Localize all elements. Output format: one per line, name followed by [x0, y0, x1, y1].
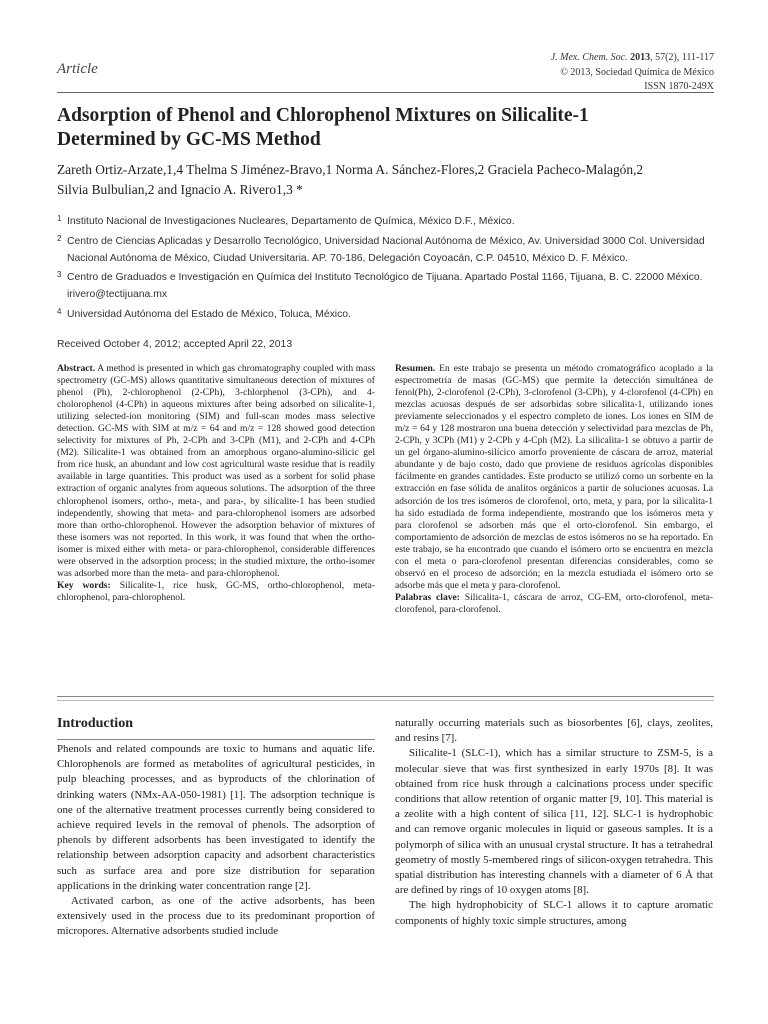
journal-year: 2013: [630, 52, 651, 63]
journal-name: J. Mex. Chem. Soc.: [550, 52, 628, 63]
affiliation-number: 4: [57, 306, 62, 316]
journal-citation-line: [551, 51, 714, 66]
body-paragraph: The high hydrophobicity of SLC-1 allows it to capture aromatic components of highly toxic simple structures, among: [395, 899, 713, 927]
abstract-spanish: [395, 363, 713, 616]
journal-copyright: © 2013, Sociedad Química de México: [560, 66, 714, 78]
resumen-label: Resumen.: [395, 363, 436, 374]
affiliation-list: [57, 214, 717, 327]
received-dates: Received October 4, 2012; accepted April 22, 2013: [57, 339, 293, 350]
title-line-1: Adsorption of Phenol and Chlorophenol Mixtures on Silicalite-1: [57, 105, 589, 126]
abstract-text: A method is presented in which gas chromatography coupled with mass spectrometry (GC-MS) allows quantitative simultaneous detection of mixtures of phenol (Ph), 2-chlorophenol (2-CPh), 3-chlorphenol (3-CPh), and 4-cholorophenol (4-CPh) in aqueous mixtures after being adsorbed on silicalite-1, utilizing selected-ion monitoring (SIM) and full-scan modes mass selective detection. GC-MS with SIM at m/z = 64 and m/z = 128 showed good detection selectivity for mixtures of Ph, 2-CPh and 3-CPh (M1), and 2-CPh and 4-CPh (M2). Silicalite-1 was obtained from an amorphous organo-alumino-silicic gel from rice husk, an abundant and low cost agricultural waste residue that is readily available in large quantities. This product was used as a sorbent for solid phase extraction of organic analytes from aqueous solutions. The adsorption of the three chlorophenol isomers, ortho-, meta-, and para-, by silicalite-1 has been studied independently, showing that meta- and para-chlorophenol isomers are adsorbed more than ortho-chlorophenol. However the adsorption behavior of mixtures of these isomers was not reported. In this work, it was found that when the ortho-isomer is mixed either with meta- or para-chlorophenol, considerable differences were observed in the adsorption process; in the studied mixture, the ortho-isomer was adsorbed more than the meta- and para-chlorophenol.: [57, 363, 375, 579]
header-divider: [57, 92, 714, 93]
journal-issn: ISSN 1870-249X: [644, 81, 714, 92]
affiliation-item: [57, 307, 717, 324]
palabras-clave-paragraph: [395, 592, 713, 616]
section-heading-introduction: Introduction: [57, 716, 133, 731]
body-paragraph: Activated carbon, as one of the active adsorbents, has been extensively used in the process due to its predominant proportion of micropores. Alternative adsorbents studied include: [57, 895, 375, 938]
authors-line-2: Silvia Bulbulian,2 and Ignacio A. Rivero1,3 *: [57, 182, 303, 197]
resumen-text: En este trabajo se presenta un método cromatográfico acoplado a la espectrometría de masas (GC-MS) que permite la detección simultánea de fenol(Ph), 2-clorofenol (2-CPh), 3-clorofenol (3-CPh), y 4-clorofenol (4-CPh) en mezclas acuosas después de ser adsorbidas sobre silicalita-1, utilizando iones previamente seleccionados y el espectro completo de iones. Los iones en SIM de m/z = 64 y 128 mostraron una buena detección y selectividad para mezclas de Ph, 2-CPh, y 3CPh (M1) y 2-CPh y 4-Cph (M2). La silicalita-1 se obtuvo a partir de un gel órgano-alumino-silícico amorfo proveniente de cáscara de arroz, material abundante y de bajo costo, dado que proviene de residuos agrícolas disponibles fácilmente en grandes cantidades. Este producto se utilizó como un sorbente en la extracción en fase sólida de analitos orgánicos a partir de soluciones acuosas. La adsorción de los tres isómeros de clorofenol, orto, meta, y para, por la silicalita-1 ha sido estudiada de forma independiente, mostrando que los isómeros meta y para clorofenol se adsorben más que el orto-clorofenol. Sin embargo, el comportamiento de adsorción de mezclas de estos isómeros no se ha reportado. En este trabajo, se ha encontrado que cuando el isómero orto se encuentra en mezcla con el meta o para-clorofenol presentan diferencias considerables, como se observó en el proceso de adsorción; en la mezcla estudiada el isómero orto se adsorbe más que el meta y para-clorofenol.: [395, 363, 713, 591]
paper-title: [57, 104, 697, 151]
keywords-paragraph: [57, 580, 375, 604]
keywords-label: Key words:: [57, 579, 111, 591]
abstract-divider-thin: [57, 700, 714, 701]
body-column-right: [395, 716, 713, 929]
abstract-paragraph: [57, 363, 375, 580]
body-paragraph: Silicalite-1 (SLC-1), which has a similar structure to ZSM-5, is a molecular sieve that was first synthesized in early 1970s [8]. It was obtained from rice husk through a calcinations process under specific conditions that allow retention of organic matter [9, 10]. This material is a zeolite with a high content of silica [11, 12]. SLC-1 is hydrophobic and can remove organic molecules in liquid or gaseous samples. It is a polymorph of silica with an unusual crystal structure. It has a tetrahedral geometry of mostly 5-membered rings of silicon-oxygen tetrahedra. This spatial distribution has interesting channels with a diameter of 6 Å that are defined by rings of 10 oxygen atoms [8].: [395, 747, 713, 897]
authors-line-1: Zareth Ortiz-Arzate,1,4 Thelma S Jiménez-Bravo,1 Norma A. Sánchez-Flores,2 Graciela Pacheco-Malagón,2: [57, 162, 644, 177]
affiliation-text: Instituto Nacional de Investigaciones Nucleares, Departamento de Química, México D.F., México.: [67, 216, 515, 227]
body-column-left: [57, 742, 375, 940]
author-list: [57, 160, 727, 200]
article-type-label: Article: [57, 61, 98, 77]
palabras-clave-label: Palabras clave:: [395, 591, 460, 603]
abstract-english: [57, 363, 375, 604]
palabras-clave-text: Silicalita-1, cáscara de arroz, CG-EM, orto-clorofenol, meta-clorofenol, para-clorofenol.: [395, 591, 713, 615]
abstract-divider: [57, 696, 714, 697]
affiliation-item: [57, 214, 717, 231]
affiliation-text: Universidad Autónoma del Estado de México, Toluca, México.: [67, 308, 351, 320]
abstract-label: Abstract.: [57, 363, 96, 374]
title-line-2: Determined by GC-MS Method: [57, 128, 321, 150]
journal-reference: [551, 51, 714, 95]
affiliation-item: [57, 234, 717, 268]
affiliation-number: 2: [57, 233, 62, 243]
affiliation-item: [57, 270, 717, 304]
resumen-paragraph: [395, 363, 713, 592]
body-paragraph: Phenols and related compounds are toxic to humans and aquatic life. Chlorophenols are formed as metabolites of agricultural pesticides, in pulp bleaching processes, and as byproducts of the chlorination of drinking waters (NMx-AA-050-1981) [1]. The adsorption technique is one of the alternative treatment processes currently being considered to achieve required levels in the removal of phenols. The adsorption of phenols by different adsorbents has been investigated to identify the relationship between adsorption capacity and adsorbent characteristics such as surface area and pore size distribution for separation applications in the drinking water concentration range [2].: [57, 743, 375, 892]
affiliation-text: Centro de Graduados e Investigación en Química del Instituto Tecnológico de Tijuana. Apartado Postal 1166, Tijuana, B. C. 22000 México. irivero@tectijuana.mx: [67, 272, 703, 301]
body-paragraph: naturally occurring materials such as biosorbentes [6], clays, zeolites, and resins [7].: [395, 717, 713, 745]
keywords-text: Silicalite-1, rice husk, GC-MS, ortho-chlorophenol, meta-chlorophenol, para-chlorophenol.: [57, 579, 375, 603]
journal-volume: , 57(2), 111-117: [650, 52, 714, 63]
section-heading-rule: [57, 739, 375, 740]
affiliation-number: 1: [57, 214, 62, 223]
affiliation-number: 3: [57, 270, 62, 280]
affiliation-text: Centro de Ciencias Aplicadas y Desarrollo Tecnológico, Universidad Nacional Autónoma de México, Av. Universidad 3000 Col. Universidad Nacional Autónoma de México, Ciudad Universitaria. AP. 70-186, Delegación Coyoacán, C.P. 04510, México D. F. México.: [67, 235, 705, 264]
